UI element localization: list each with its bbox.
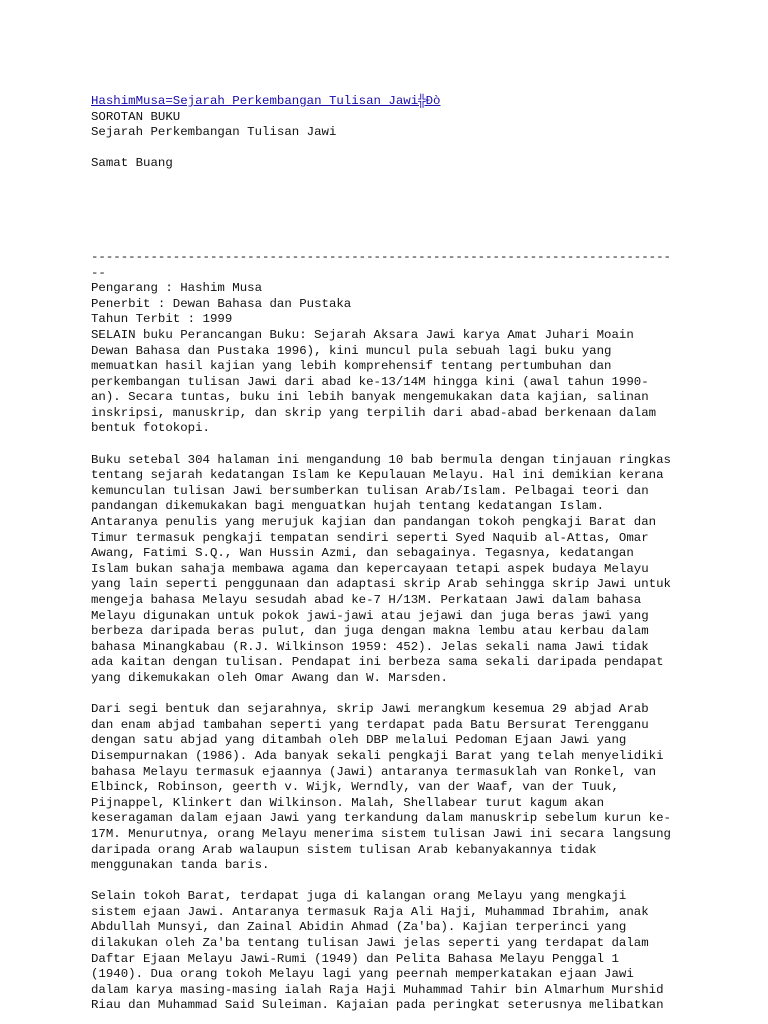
paragraph-line: berbeza daripada beras pulut, dan juga dengan makna lembu atau kerbau dalam: [91, 624, 649, 639]
paragraph-line: Abdullah Munsyi, dan Zainal Abidin Ahmad (Za'ba). Kajian terperinci yang: [91, 920, 627, 935]
paragraph-line: bentuk fotokopi.: [91, 421, 210, 436]
paragraph-1: [91, 328, 731, 437]
paragraph-line: menggunakan tanda baris.: [91, 858, 270, 873]
paragraph-line: Awang, Fatimi S.Q., Wan Hussin Azmi, dan sebagainya. Tegasnya, kedatangan: [91, 546, 634, 561]
paragraph-line: dan enam abjad tambahan seperti yang terdapat pada Batu Bersurat Terengganu: [91, 717, 649, 732]
reviewer-name: Samat Buang: [91, 156, 173, 171]
paragraph-line: an). Secara tuntas, buku ini lebih banyak mengemukakan data kajian, salinan: [91, 390, 649, 405]
spacer: [91, 141, 731, 157]
paragraph-line: Elbinck, Robinson, geerth v. Wijk, Werndly, van der Waaf, van der Tuuk,: [91, 780, 619, 795]
paragraph-line: Dewan Bahasa dan Pustaka 1996), kini muncul pula sebuah lagi buku yang: [91, 343, 612, 358]
paragraph-line: inskripsi, manuskrip, dan skrip yang terpilih dari abad-abad berkenaan dalam: [91, 405, 657, 420]
paragraph-line: kemunculan tulisan Jawi bersumberkan tulisan Arab/Islam. Pelbagai teori dan: [91, 483, 649, 498]
paragraph-line: keseragaman dalam ejaan Jawi yang terkandung dalam manuskrip sebelum kurun ke-: [91, 811, 671, 826]
paragraph-line: tentang sejarah kedatangan Islam ke Kepulauan Melayu. Hal ini demikian kerana: [91, 468, 664, 483]
paragraph-line: perkembangan tulisan Jawi dari abad ke-13/14M hingga kini (awal tahun 1990-: [91, 374, 649, 389]
divider-line: ------------------------------------------------------------------------------: [91, 249, 671, 264]
paragraph-line: (1940). Dua orang tokoh Melayu lagi yang peernah memperkatakan ejaan Jawi: [91, 967, 634, 982]
paragraph-line: memuatkan hasil kajian yang lebih komprehensif tentang pertumbuhan dan: [91, 359, 612, 374]
divider-line-wrap: --: [91, 265, 106, 280]
paragraph-line: Timur termasuk pengkaji tempatan sendiri seperti Syed Naquib al-Attas, Omar: [91, 530, 649, 545]
paragraph-line: Riau dan Muhammad Said Suleiman. Kajaian pada peringkat seterusnya melibatkan: [91, 998, 664, 1013]
paragraph-line: pandangan dikemukakan bagi menguatkan hujah tentang kedatangan Islam.: [91, 499, 605, 514]
book-title: Sejarah Perkembangan Tulisan Jawi: [91, 125, 337, 140]
paragraph-4: [91, 889, 731, 1014]
spacer: [91, 687, 731, 703]
paragraph-line: Disempurnakan (1986). Ada banyak sekali pengkaji Barat yang telah menyelidiki: [91, 748, 664, 763]
paragraph-line: dengan satu abjad yang ditambah oleh DBP melalui Pedoman Ejaan Jawi yang: [91, 733, 627, 748]
document-title-link[interactable]: HashimMusa=Sejarah Perkembangan Tulisan Jawi╬Ðò: [91, 94, 441, 108]
spacer: [91, 219, 731, 235]
paragraph-line: sistem ejaan Jawi. Antaranya termasuk Raja Ali Haji, Muhammad Ibrahim, anak: [91, 904, 649, 919]
paragraph-line: daripada orang Arab walaupun sistem tulisan Arab kebanyakannya tidak: [91, 842, 597, 857]
paragraph-line: dilakukan oleh Za'ba tentang tulisan Jawi jelas seperti yang terdapat dalam: [91, 936, 649, 951]
paragraph-line: Dari segi bentuk dan sejarahnya, skrip Jawi merangkum kesemua 29 abjad Arab: [91, 702, 649, 717]
spacer: [91, 234, 731, 250]
paragraph-line: mengeja bahasa Melayu sesudah abad ke-7 H/13M. Perkataan Jawi dalam bahasa: [91, 593, 642, 608]
paragraph-line: ada kaitan dengan tulisan. Pendapat ini berbeza sama sekali daripada pendapat: [91, 655, 664, 670]
review-label: SOROTAN BUKU: [91, 109, 181, 124]
paragraph-line: bahasa Minangkabau (R.J. Wilkinson 1959: 452). Jelas sekali nama Jawi tidak: [91, 639, 649, 654]
paragraph-line: Islam bukan sahaja membawa agama dan kepercayaan tetapi aspek budaya Melayu: [91, 561, 649, 576]
paragraph-line: SELAIN buku Perancangan Buku: Sejarah Aksara Jawi karya Amat Juhari Moain: [91, 327, 634, 342]
paragraph-line: 17M. Menurutnya, orang Melayu menerima sistem tulisan Jawi ini secara langsung: [91, 826, 671, 841]
paragraph-line: Daftar Ejaan Melayu Jawi-Rumi (1949) dan Pelita Bahasa Melayu Penggal 1: [91, 951, 619, 966]
paragraph-line: yang lain seperti penggunaan dan adaptasi skrip Arab sehingga skrip Jawi untuk: [91, 577, 671, 592]
paragraph-line: Antaranya penulis yang merujuk kajian dan pandangan tokoh pengkaji Barat dan: [91, 515, 657, 530]
paragraph-line: bahasa Melayu termasuk ejaannya (Jawi) antaranya termasuklah van Ronkel, van: [91, 764, 657, 779]
book-publisher: Penerbit : Dewan Bahasa dan Pustaka: [91, 296, 352, 311]
spacer: [91, 172, 731, 219]
paragraph-line: yang dikemukakan oleh Omar Awang dan W. Marsden.: [91, 670, 448, 685]
paragraph-line: Pijnappel, Klinkert dan Wilkinson. Malah, Shellabear turut kagum akan: [91, 795, 605, 810]
document-body: [91, 94, 731, 1014]
paragraph-line: Selain tokoh Barat, terdapat juga di kalangan orang Melayu yang mengkaji: [91, 889, 627, 904]
book-year: Tahun Terbit : 1999: [91, 312, 233, 327]
paragraph-line: Melayu digunakan untuk pokok jawi-jawi atau jejawi dan juga beras jawi yang: [91, 608, 649, 623]
header-block: [91, 94, 731, 110]
spacer: [91, 437, 731, 453]
book-author: Pengarang : Hashim Musa: [91, 281, 263, 296]
paragraph-line: Buku setebal 304 halaman ini mengandung 10 bab bermula dengan tinjauan ringkas: [91, 452, 671, 467]
paragraph-3: [91, 702, 731, 874]
spacer: [91, 874, 731, 890]
paragraph-2: [91, 453, 731, 687]
paragraph-line: dalam karya masing-masing ialah Raja Haji Muhammad Tahir bin Almarhum Murshid: [91, 982, 664, 997]
